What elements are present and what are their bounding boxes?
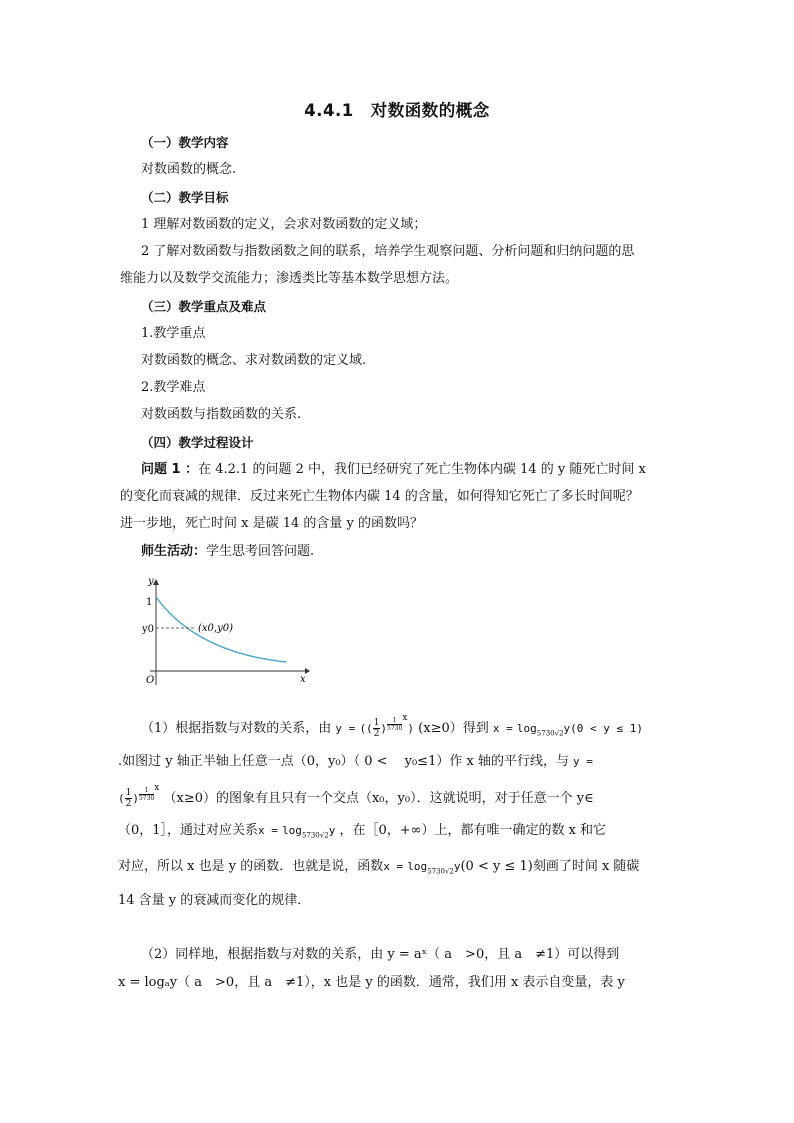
- key-point-text: 对数函数的概念、求对数函数的定义域.: [141, 353, 367, 368]
- key-point-label: 1.教学重点: [141, 326, 206, 341]
- para-1-text-c: (0 < y ≤ 1): [570, 721, 644, 735]
- fraction-exponent: 1 5730: [387, 717, 403, 732]
- question-1-line-1: [141, 461, 646, 479]
- point-label: (x0,y0): [198, 623, 233, 634]
- y-intercept-label: 1: [146, 597, 153, 608]
- para-1-text-l5a: 对应，所以 x 也是 y 的函数．也就是说，函数: [118, 859, 384, 874]
- para-1-text-l2: .如图过 y 轴正半轴上任意一点（0，y₀）（ 0 < y₀≤1）作 x 轴的平行线，与: [118, 754, 569, 769]
- x-axis-arrow: [305, 668, 310, 674]
- x-axis-label: x: [300, 674, 306, 685]
- y-axis-arrow: [153, 579, 159, 585]
- origin-label: O: [146, 675, 155, 686]
- activity-line: [141, 543, 314, 561]
- activity-text: 学生思考回答问题.: [206, 544, 315, 559]
- para-1-text-b: (x≥0）得到: [418, 720, 489, 736]
- question-1-label: 问题 1 ：: [141, 462, 199, 477]
- section-2-heading: （二）教学目标: [141, 190, 229, 205]
- para-1-line-1: （1）根据指数与对数的关系，由 y = (( $\frac{1}{2}$ ) $^{\frac{1}{5730}}$ $^x$) (x≥0）得到 $x = \log_{5730√2}y(0 < y \le 1)$: [141, 712, 644, 739]
- section-1-text: 对数函数的概念.: [141, 162, 237, 177]
- para-1-text-l4b: ，在［0，+∞）上，都有唯一确定的数 x 和它: [339, 823, 607, 838]
- page-title: 4.4.1 对数函数的概念: [304, 101, 490, 120]
- para-2-line-2: x = logₐy（ a >0，且 a ≠1），x 也是 y 的函数．通常，我们用 x 表示自变量，表 y: [118, 975, 625, 990]
- activity-label: 师生活动：: [141, 544, 207, 559]
- section-3-heading: （三）教学重点及难点: [141, 299, 267, 314]
- decay-graph: [140, 575, 315, 690]
- para-2-line-1: （2）同样地，根据指数与对数的关系，由 y = aˣ（ a >0，且 a ≠1）可以得到: [141, 947, 620, 962]
- question-1-line-3: 进一步地，死亡时间 x 是碳 14 的含量 y 的函数吗？: [120, 516, 424, 531]
- question-1-line-2: 的变化而衰减的规律．反过来死亡生物体内碳 14 的含量，如何得知它死亡了多长时间呢？: [120, 489, 639, 504]
- section-4-heading: （四）教学过程设计: [141, 435, 254, 450]
- difficulty-label: 2.教学难点: [141, 380, 206, 395]
- para-1-line-4: （0，1］，通过对应关系$x = \log_{5730√2}y$ ，在［0，+∞）上，都有唯一确定的数 x 和它: [118, 823, 607, 840]
- para-1-line-5: 对应，所以 x 也是 y 的函数．也就是说，函数$x = \log_{5730√2}y(0 < y \le 1)$刻画了时间 x 随碳: [118, 859, 640, 876]
- para-1-text-a: （1）根据指数与对数的关系，由: [141, 720, 332, 736]
- para-1-line-3: ( $\frac{1}{2}$ ) $^{\frac{1}{5730}}$ $^x$ （x≥0）的图象有且只有一个交点（x₀，y₀）．这就说明，对于任意一个 y∈: [118, 782, 594, 809]
- fraction-half: $\frac{1}{2}$: [373, 717, 380, 739]
- para-1-line-6: 14 含量 y 的衰减而变化的规律．: [118, 893, 311, 908]
- objective-2-line-1: 2 了解对数函数与指数函数之间的联系，培养学生观察问题、分析问题和归纳问题的思: [141, 244, 635, 259]
- question-1-text-a: 在 4.2.1 的问题 2 中，我们已经研究了死亡生物体内碳 14 的 y 随死亡时间 x: [198, 462, 646, 477]
- y-axis-label: y: [148, 576, 154, 587]
- para-1-text-l5b: (0 < y ≤ 1)刻画了时间 x 随碳: [460, 859, 640, 874]
- objective-2-line-2: 维能力以及数学交流能力；渗透类比等基本数学思想方法。: [120, 271, 459, 286]
- formula-x: x =: [492, 721, 513, 735]
- difficulty-text: 对数函数与指数函数的关系.: [141, 407, 302, 422]
- y0-label: y0: [142, 624, 155, 635]
- para-1-text-l3: （x≥0）的图象有且只有一个交点（x₀，y₀）．这就说明，对于任意一个 y∈: [163, 790, 594, 806]
- log-symbol: log: [516, 721, 537, 735]
- section-1-heading: （一）教学内容: [141, 135, 229, 150]
- para-1-text-l4a: （0，1］，通过对应关系: [118, 823, 259, 838]
- para-1-line-2: .如图过 y 轴正半轴上任意一点（0，y₀）（ 0 < y₀≤1）作 x 轴的平行线，与 y =: [118, 754, 593, 769]
- formula-y: y =: [335, 721, 356, 735]
- objective-1: 1 理解对数函数的定义，会求对数函数的定义域；: [141, 217, 427, 232]
